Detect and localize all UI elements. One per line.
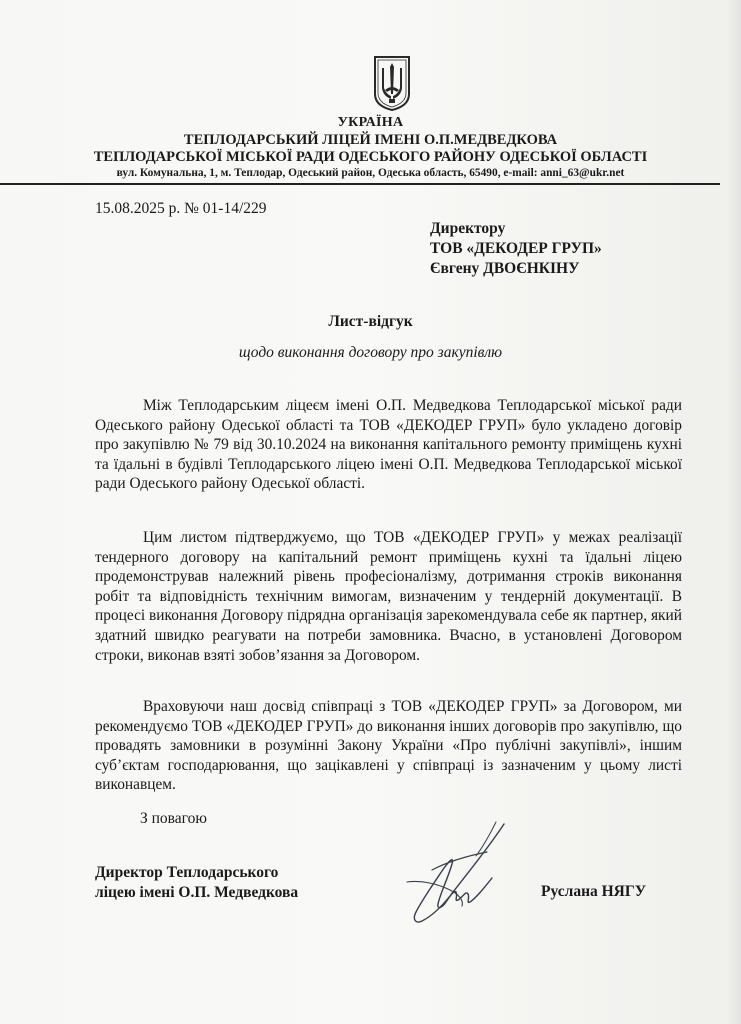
header-country: УКРАЇНА (337, 115, 404, 130)
closing-regards: З повагою (140, 810, 207, 827)
header-institution-line1: ТЕПЛОДАРСЬКИЙ ЛІЦЕЙ ІМЕНІ О.П.МЕДВЕДКОВА (183, 132, 558, 148)
addressee-name: Євгену ДВОЄНКІНУ (430, 260, 580, 277)
handwritten-signature (392, 820, 510, 925)
signatory-name: Руслана НЯГУ (541, 883, 647, 900)
signatory-position-line1: Директор Теплодарського (95, 864, 279, 881)
letter-reference: 15.08.2025 р. № 01-14/229 (95, 200, 267, 217)
letter-title: Лист-відгук (328, 313, 413, 330)
signatory-position-line2: ліцею імені О.П. Медведкова (95, 884, 299, 901)
header-institution-line2: ТЕПЛОДАРСЬКОЇ МІСЬКОЇ РАДИ ОДЕСЬКОГО РАЙОНУ ОДЕСЬКОЇ ОБЛАСТІ (93, 149, 648, 165)
addressee-position: Директору (430, 220, 506, 237)
trident-emblem-icon (372, 54, 412, 112)
header-contacts: вул. Комунальна, 1, м. Теплодар, Одеський район, Одеська область, 65490, e-mail: anni_63@ukr.net (116, 167, 625, 179)
header-divider (0, 183, 720, 185)
letter-subtitle: щодо виконання договору про закупівлю (238, 344, 503, 361)
body-paragraph: Враховуючи наш досвід співпраці з ТОВ «ДЕКОДЕР ГРУП» за Договором, ми рекомендуємо ТОВ «ДЕКОДЕР ГРУП» до виконання інших договорів про закупівлю, що провадять замовники в розумінні Закону України «Про публічні закупівлі», іншим суб’єктам господарювання, що зацікавлені у співпраці із зазначеним у цьому листі виконавцем. (95, 698, 682, 794)
body-paragraph: Цим листом підтверджуємо, що ТОВ «ДЕКОДЕР ГРУП» у межах реалізації тендерного договору на капітальний ремонт приміщень кухні та їдальні ліцею продемонстрував належний рівень професіоналізму, дотримання строків виконання робіт та відповідність технічним вимогам, визначеним у тендерній документації. В процесі виконання Договору підрядна організація зарекомендувала себе як партнер, який здатний швидко реагувати на потреби замовника. Вчасно, в установлені Договором строки, виконав взяті зобов’язання за Договором. (95, 529, 682, 664)
body-paragraph: Між Теплодарським ліцеєм імені О.П. Медведкова Теплодарської міської ради Одеського району Одеської області та ТОВ «ДЕКОДЕР ГРУП» було укладено договір про закупівлю № 79 від 30.10.2024 на виконання капітального ремонту приміщень кухні та їдальні в будівлі Теплодарського ліцею імені О.П. Медведкова Теплодарської міської ради Одеського району Одеської області. (95, 397, 682, 493)
addressee-company: ТОВ «ДЕКОДЕР ГРУП» (430, 240, 602, 257)
